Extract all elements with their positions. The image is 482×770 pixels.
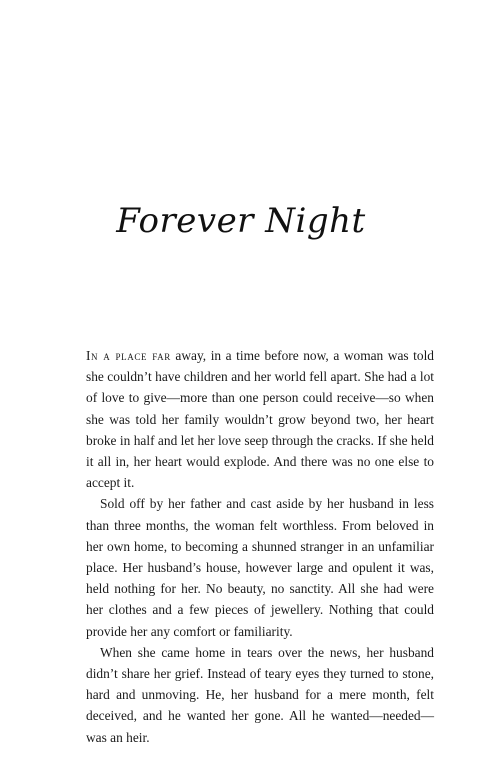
paragraph-2: Sold off by her father and cast aside by her husband in less than three months, the woman felt worthless. From beloved in her own home, to becoming a shunned stranger in an unfamiliar place. Her husband’s house, however large and opulent it was, held nothing for her. No beauty, no sanctity. All she had were her clothes and a few pieces of jewellery. Nothing that could provide her any comfort or familiarity.	[86, 496, 434, 639]
chapter-title: Forever Night	[116, 201, 366, 241]
paragraph-3: When she came home in tears over the news, her husband didn’t share her grief. Instead of teary eyes they turned to stone, hard and unmoving. He, her husband for a mere month, felt deceived, and he wanted her gone. All he wanted—needed—was an heir.	[86, 644, 434, 745]
lead-in-smallcaps: In a place far	[86, 348, 171, 363]
paragraph-1-text: away, in a time before now, a woman was told she couldn’t have children and her world fell apart. She had a lot of love to give—more than one person could receive—so when she was told her family wouldn’t grow beyond two, her heart broke in half and let her love seep through the cracks. If she held it all in, her heart would explode. And there was no one else to accept it.	[86, 348, 434, 491]
chapter-body	[86, 345, 434, 748]
paragraph-1	[86, 345, 434, 493]
